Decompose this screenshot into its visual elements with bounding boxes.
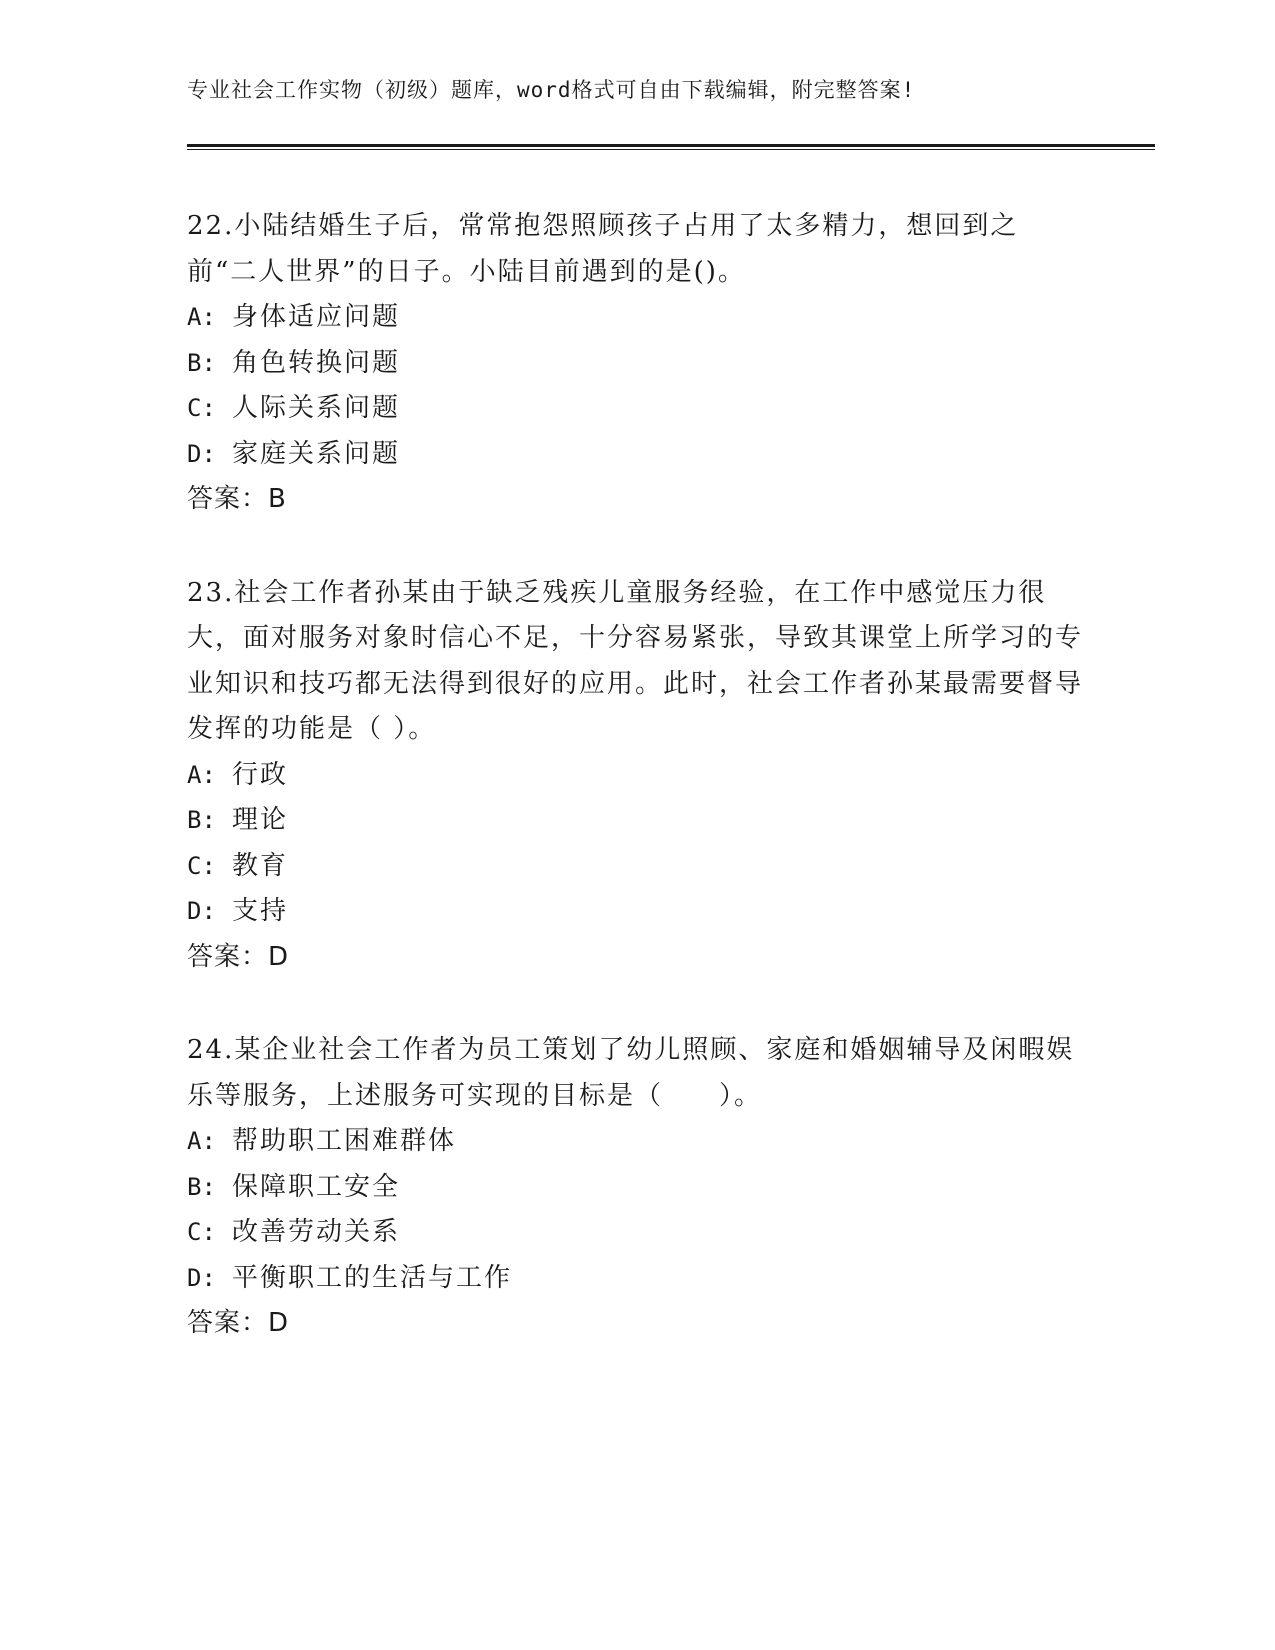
page-header: 专业社会工作实物（初级）题库，word格式可自由下载编辑，附完整答案! [187,78,916,102]
option-text: 帮助职工困难群体 [232,1126,457,1156]
option-text: 人际关系问题 [232,393,401,423]
option-d [187,432,1087,478]
option-key: B: [187,348,216,377]
option-b [187,798,1087,844]
option-key: B: [187,1172,216,1201]
question-22 [187,204,1087,523]
option-a [187,295,1087,341]
option-text: 角色转换问题 [232,347,401,378]
option-c [187,1210,1087,1256]
question-23 [187,571,1087,981]
option-key: C: [187,394,216,422]
option-key: B: [187,806,216,834]
option-text: 身体适应问题 [232,302,401,332]
option-text: 保障职工安全 [232,1171,401,1202]
option-key: A: [187,760,216,789]
question-list [187,204,1087,1395]
option-d [187,889,1087,935]
answer: 答案：D [187,941,290,972]
option-text: 教育 [232,850,289,881]
option-key: D: [187,1263,216,1292]
option-text: 支持 [232,896,289,926]
option-key: C: [187,1218,216,1246]
option-d [187,1256,1087,1302]
option-b [187,341,1087,387]
question-stem: 24.某企业社会工作者为员工策划了幼儿照顾、家庭和婚姻辅导及闲暇娱乐等服务，上述服务可实现的目标是（ ）。 [187,1035,1075,1111]
question-24 [187,1028,1087,1347]
option-text: 行政 [232,759,289,790]
header-rule-thin [187,149,1155,150]
option-b [187,1165,1087,1211]
option-text: 改善劳动关系 [232,1217,401,1247]
option-text: 家庭关系问题 [232,438,401,469]
question-stem: 23.社会工作者孙某由于缺乏残疾儿童服务经验，在工作中感觉压力很大，面对服务对象时信心不足，十分容易紧张，导致其课堂上所学习的专业知识和技巧都无法得到很好的应用。此时，社会工作者孙某最需要督导发挥的功能是（ ）。 [187,577,1084,744]
option-key: C: [187,851,216,880]
option-a [187,1119,1087,1165]
option-a [187,753,1087,799]
option-key: D: [187,439,216,468]
option-key: A: [187,303,216,331]
header-rule-thick [187,144,1155,147]
option-c [187,386,1087,432]
answer: 答案：B [187,484,287,514]
option-text: 平衡职工的生活与工作 [232,1262,513,1293]
option-text: 理论 [232,805,289,835]
option-key: A: [187,1127,216,1155]
question-stem: 22.小陆结婚生子后，常常抱怨照顾孩子占用了太多精力，想回到之前“二人世界”的日子。小陆目前遇到的是()。 [187,211,1019,287]
option-c [187,844,1087,890]
option-key: D: [187,897,216,925]
answer: 答案：D [187,1308,290,1338]
